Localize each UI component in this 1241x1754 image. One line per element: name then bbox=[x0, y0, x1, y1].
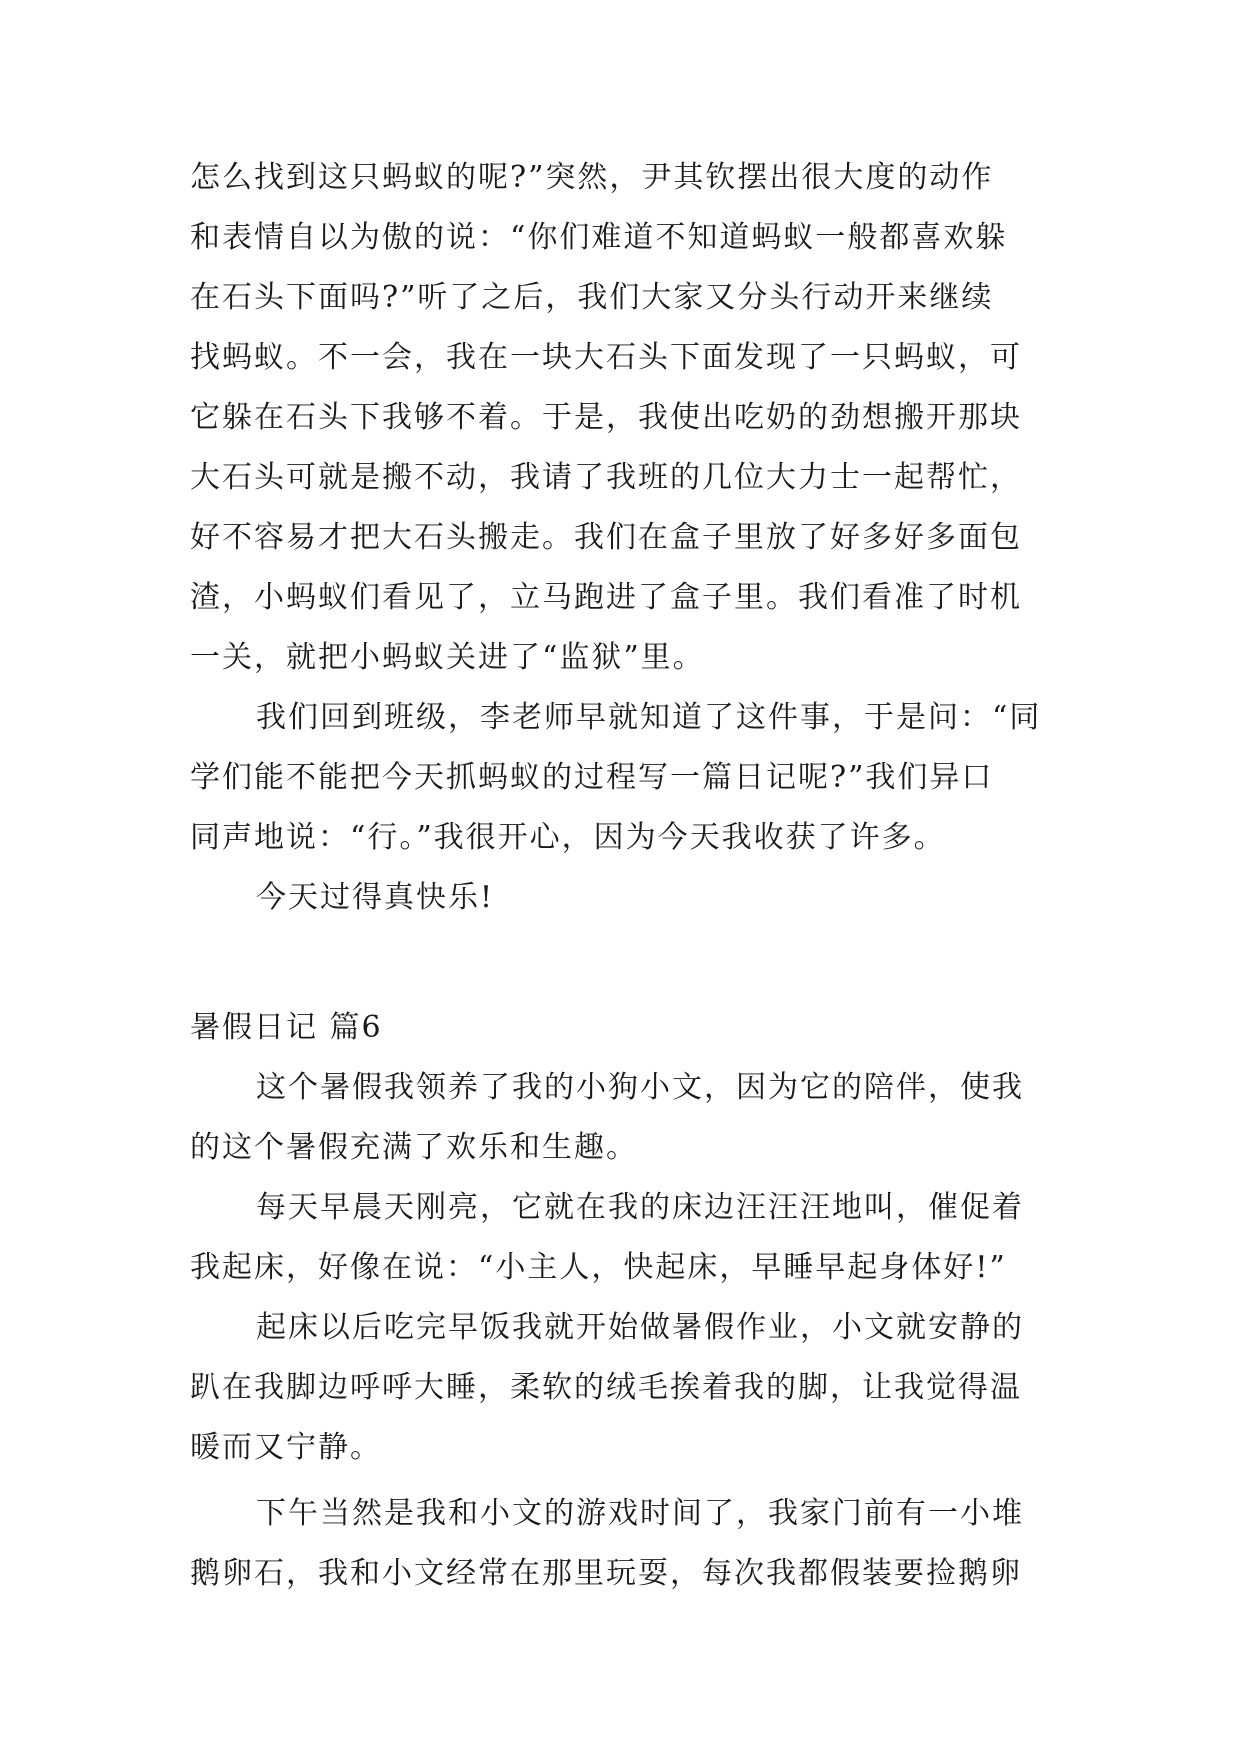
text-line: 我起床，好像在说：“小主人，快起床，早睡早起身体好!” bbox=[190, 1250, 1007, 1285]
text-line: 每天早晨天刚亮，它就在我的床边汪汪汪地叫，催促着 bbox=[256, 1190, 1024, 1225]
text-line: 这个暑假我领养了我的小狗小文，因为它的陪伴，使我 bbox=[256, 1070, 1024, 1105]
paragraph bbox=[190, 868, 1070, 928]
paragraph bbox=[190, 1298, 1070, 1478]
text-line: 好不容易才把大石头搬走。我们在盒子里放了好多好多面包 bbox=[190, 520, 1022, 555]
text-line: 怎么找到这只蚂蚁的呢?”突然，尹其钦摆出很大度的动作 bbox=[190, 160, 994, 195]
text-line: 渣，小蚂蚁们看见了，立马跑进了盒子里。我们看准了时机 bbox=[190, 580, 1022, 615]
text-line: 同声地说：“行。”我很开心，因为今天我收获了许多。 bbox=[190, 820, 946, 855]
text-line: 它躲在石头下我够不着。于是，我使出吃奶的劲想搬开那块 bbox=[190, 400, 1022, 435]
text-line: 和表情自以为傲的说：“你们难道不知道蚂蚁一般都喜欢躲 bbox=[190, 220, 1008, 255]
text-line: 鹅卵石，我和小文经常在那里玩耍，每次我都假装要捡鹅卵 bbox=[190, 1556, 1022, 1591]
text-line: 下午当然是我和小文的游戏时间了，我家门前有一小堆 bbox=[256, 1496, 1024, 1531]
paragraph bbox=[190, 688, 1070, 868]
paragraph bbox=[190, 1058, 1070, 1178]
text-line: 一关，就把小蚂蚁关进了“监狱”里。 bbox=[190, 640, 705, 675]
document-page bbox=[190, 148, 1070, 1604]
text-line: 暖而又宁静。 bbox=[190, 1430, 382, 1465]
text-line: 学们能不能把今天抓蚂蚁的过程写一篇日记呢?”我们异口 bbox=[190, 760, 994, 795]
text-line: 起床以后吃完早饭我就开始做暑假作业，小文就安静的 bbox=[256, 1310, 1024, 1345]
text-line: 在石头下面吗?”听了之后，我们大家又分头行动开来继续 bbox=[190, 280, 994, 315]
paragraph bbox=[190, 1484, 1070, 1604]
text-line: 今天过得真快乐! bbox=[256, 880, 495, 915]
text-line: 的这个暑假充满了欢乐和生趣。 bbox=[190, 1130, 638, 1165]
text-line: 大石头可就是搬不动，我请了我班的几位大力士一起帮忙， bbox=[190, 460, 1022, 495]
paragraph bbox=[190, 148, 1070, 688]
section-heading: 暑假日记 篇6 bbox=[190, 1010, 383, 1045]
text-line: 我们回到班级，李老师早就知道了这件事，于是问：“同 bbox=[256, 700, 1042, 735]
text-line: 趴在我脚边呼呼大睡，柔软的绒毛挨着我的脚，让我觉得温 bbox=[190, 1370, 1022, 1405]
text-line: 找蚂蚁。不一会，我在一块大石头下面发现了一只蚂蚁，可 bbox=[190, 340, 1022, 375]
paragraph bbox=[190, 1178, 1070, 1298]
